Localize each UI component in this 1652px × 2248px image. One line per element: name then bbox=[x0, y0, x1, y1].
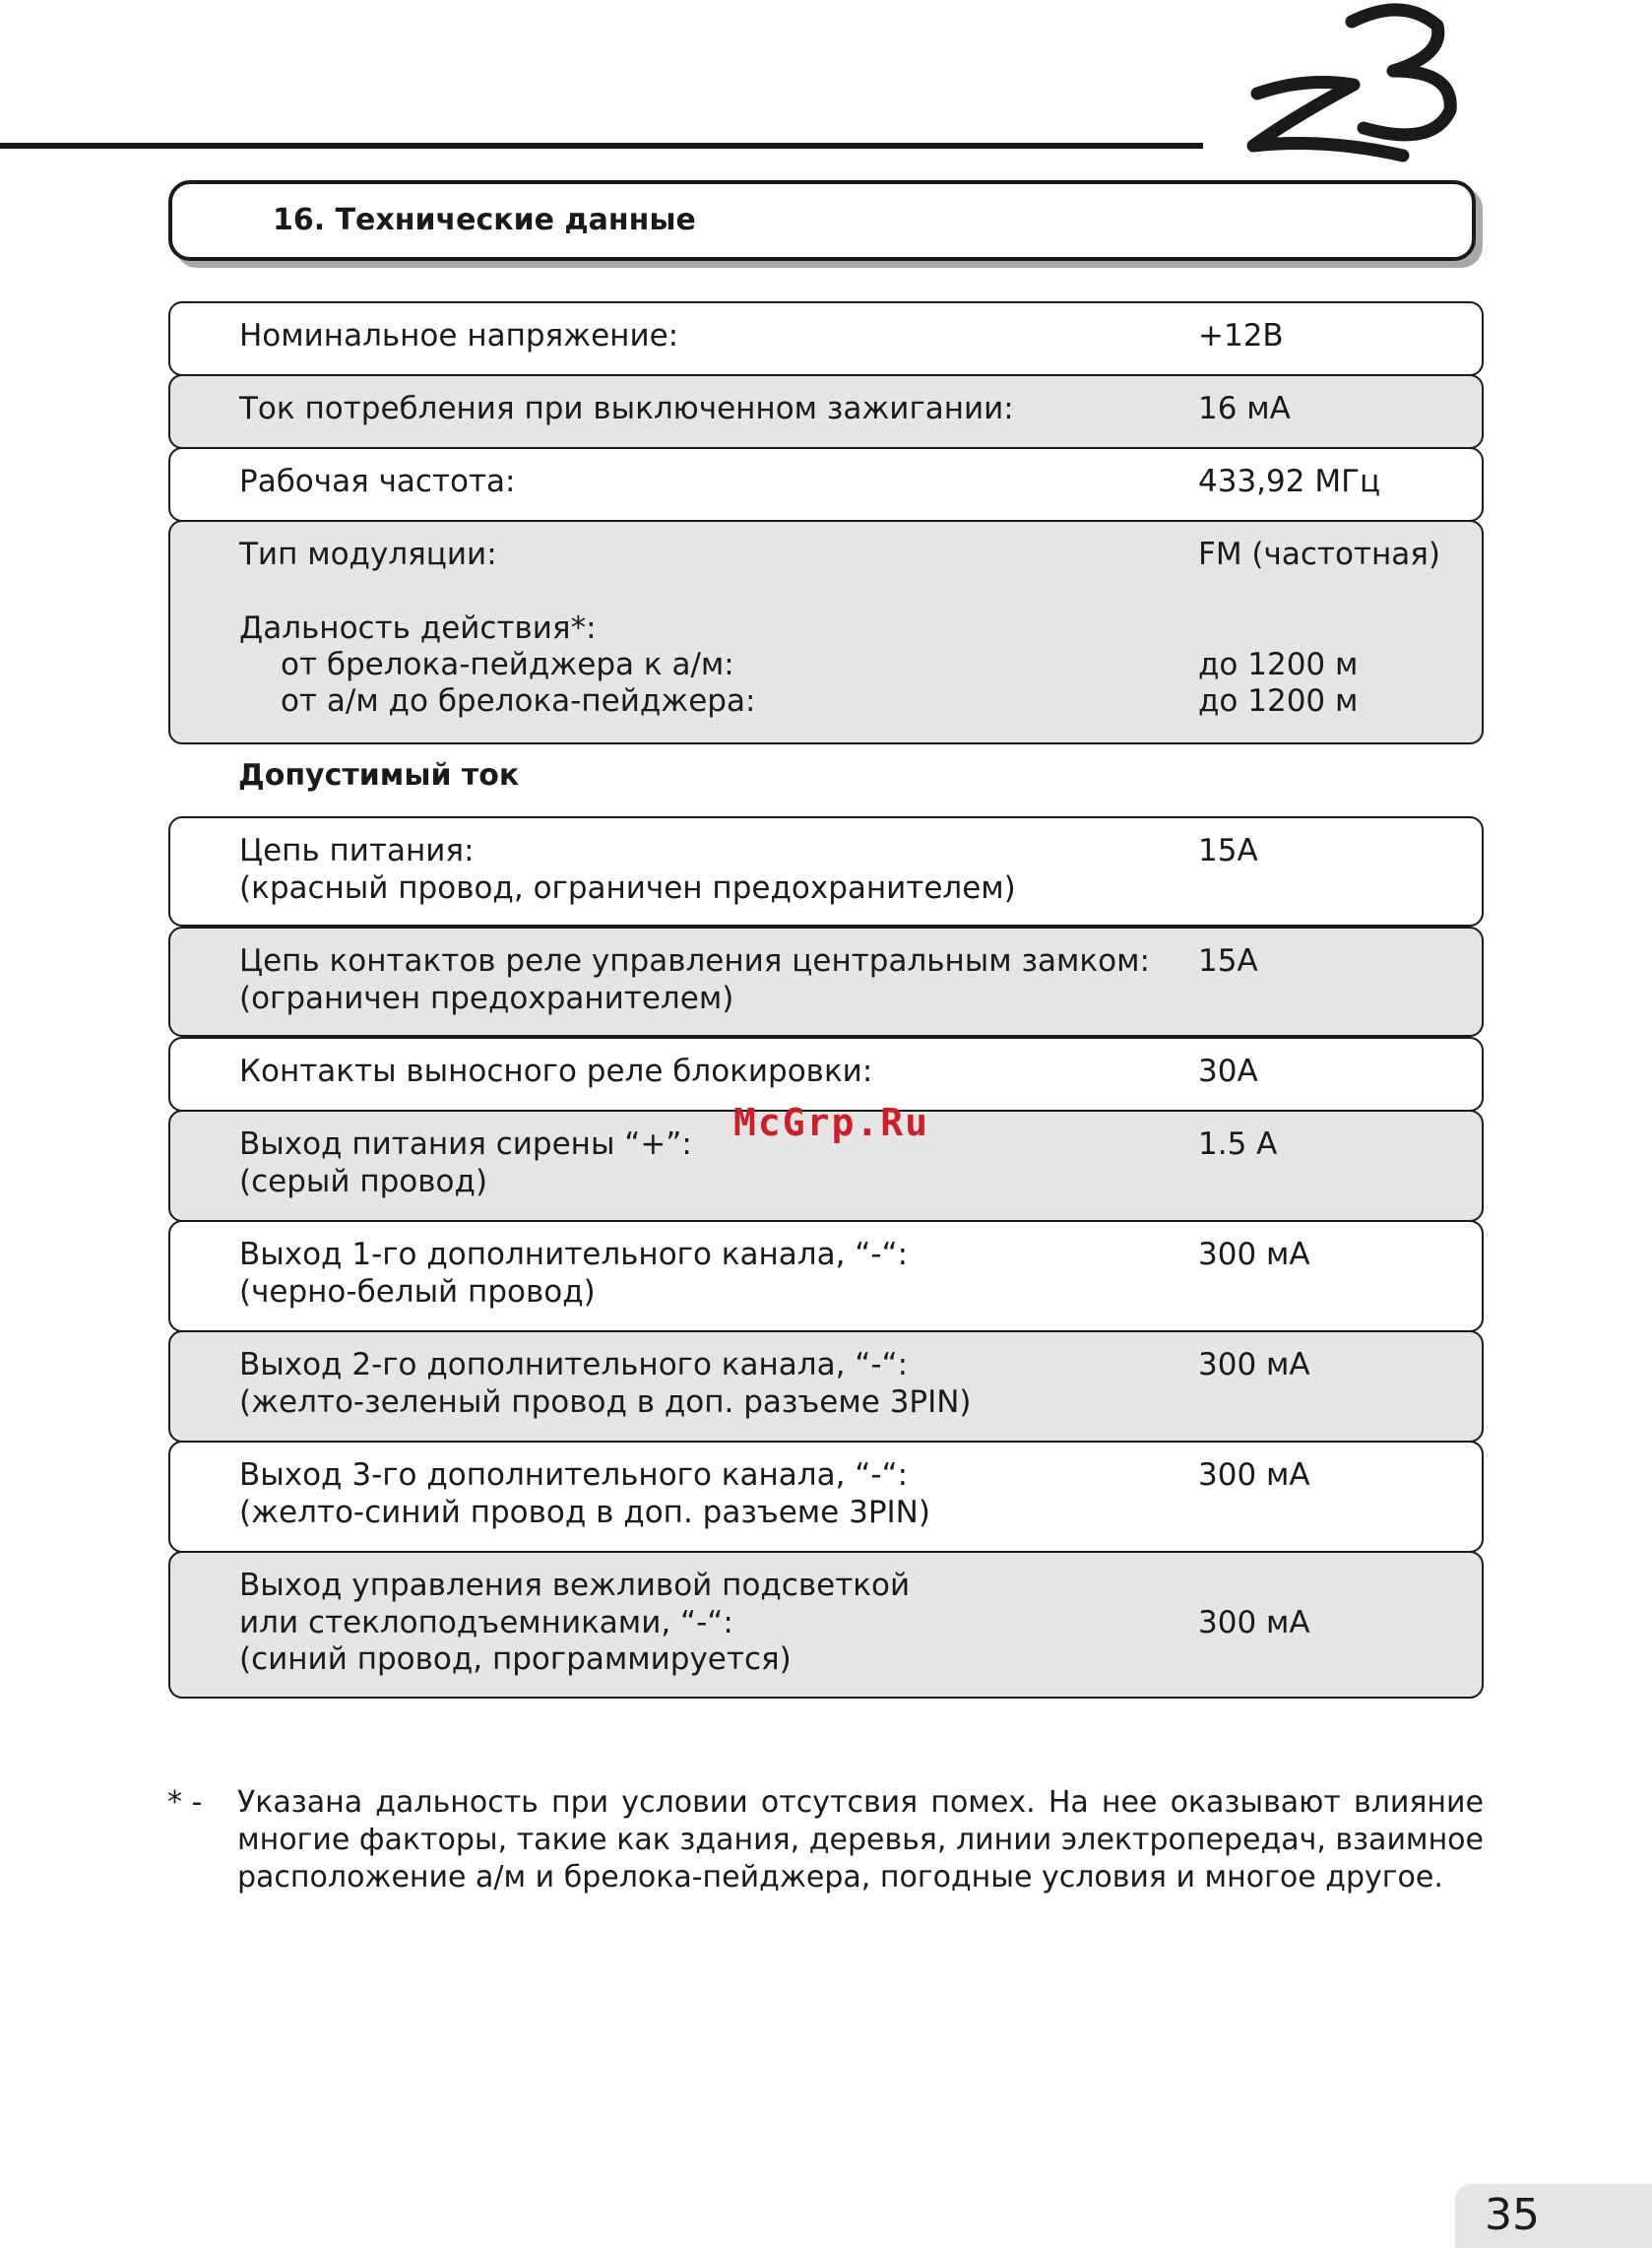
spec-label-line: (желто-синий провод в доп. разъеме 3PIN) bbox=[239, 1494, 930, 1530]
spec-label-line: (серый провод) bbox=[239, 1163, 488, 1199]
spec-label: Ток потребления при выключенном зажигании: bbox=[239, 391, 1014, 426]
spec-label-line: Цепь питания: bbox=[239, 833, 475, 868]
spec-value: 300 мА bbox=[1198, 1237, 1310, 1272]
section-title: 16. Технические данные bbox=[273, 203, 696, 237]
spec-row-modulation-range bbox=[168, 520, 1484, 744]
spec-label-line: (черно-белый провод) bbox=[239, 1273, 596, 1310]
watermark: McGrp.Ru bbox=[733, 1101, 930, 1144]
spec-label bbox=[239, 943, 1150, 1017]
spec-label: Номинальное напряжение: bbox=[239, 318, 679, 353]
spec-label bbox=[239, 1457, 930, 1531]
header-rule bbox=[0, 143, 1203, 149]
spec-label-line: (красный провод, ограничен предохранителем) bbox=[239, 869, 1016, 906]
spec-label-line: Выход 1-го дополнительного канала, “-“: bbox=[239, 1237, 909, 1272]
current-heading: Допустимый ток bbox=[238, 758, 520, 793]
spec-label: Тип модуляции: bbox=[239, 537, 497, 572]
spec-label-line: (синий провод, программируется) bbox=[239, 1641, 792, 1677]
spec-label bbox=[239, 1126, 692, 1200]
footnote-text: Указана дальность при условии отсутсвия помех. На нее оказывают влияние многие факторы, такие как здания, деревья, линии электропередач, взаимное расположение а/м и брелока-пейджера, погодные условия и многое другое. bbox=[237, 1785, 1484, 1895]
spec-value: +12В bbox=[1198, 318, 1284, 353]
spec-value: 1.5 А bbox=[1198, 1126, 1278, 1162]
spec-label: от брелока-пейджера к а/м: bbox=[281, 647, 734, 682]
spec-value: 300 мА bbox=[1198, 1605, 1310, 1640]
spec-value: 30А bbox=[1198, 1054, 1258, 1089]
spec-value: до 1200 м bbox=[1198, 683, 1359, 719]
spec-value: 15А bbox=[1198, 833, 1258, 868]
current-row-aux-channel-1 bbox=[168, 1220, 1484, 1332]
spec-label: от а/м до брелока-пейджера: bbox=[281, 683, 756, 719]
footnote-mark: * - bbox=[167, 1785, 203, 1820]
spec-label bbox=[239, 1237, 908, 1311]
current-row-power bbox=[168, 816, 1484, 927]
current-row-aux-channel-3 bbox=[168, 1441, 1484, 1553]
spec-value: 16 мА bbox=[1198, 391, 1291, 426]
z3-logo-icon bbox=[1236, 0, 1482, 162]
spec-label bbox=[239, 1054, 872, 1091]
section-header-box bbox=[168, 180, 1476, 261]
spec-row-voltage bbox=[168, 301, 1484, 376]
z3-logo bbox=[1236, 0, 1482, 162]
spec-row-frequency bbox=[168, 447, 1484, 522]
page-number: 35 bbox=[1485, 2190, 1540, 2240]
spec-label-line: Выход 3-го дополнительного канала, “-“: bbox=[239, 1457, 909, 1493]
spec-value: до 1200 м bbox=[1198, 647, 1359, 682]
current-row-aux-channel-2 bbox=[168, 1330, 1484, 1443]
spec-label bbox=[239, 833, 1016, 907]
spec-label-line: Цепь контактов реле управления центральным замком: bbox=[239, 943, 1150, 979]
spec-row-idle-current bbox=[168, 374, 1484, 449]
spec-label-line: (желто-зеленый провод в доп. разъеме 3PIN) bbox=[239, 1383, 972, 1420]
spec-label-line: Выход питания сирены “+”: bbox=[239, 1126, 692, 1162]
spec-label-line: Контакты выносного реле блокировки: bbox=[239, 1054, 873, 1089]
spec-label bbox=[239, 1347, 972, 1421]
spec-value: 300 мА bbox=[1198, 1457, 1310, 1493]
spec-label-line: Выход 2-го дополнительного канала, “-“: bbox=[239, 1347, 909, 1382]
spec-value: 433,92 МГц bbox=[1198, 464, 1381, 499]
spec-label-line: (ограничен предохранителем) bbox=[239, 980, 734, 1016]
spec-label: Рабочая частота: bbox=[239, 464, 516, 499]
spec-label-line: или стеклоподъемниками, “-“: bbox=[239, 1604, 733, 1640]
spec-label-line: Выход управления вежливой подсветкой bbox=[239, 1568, 911, 1603]
spec-value: 15А bbox=[1198, 943, 1258, 979]
spec-label bbox=[239, 1568, 910, 1679]
page-number-tab bbox=[1455, 2184, 1652, 2248]
current-row-courtesy-light bbox=[168, 1551, 1484, 1699]
spec-label: Дальность действия*: bbox=[239, 610, 597, 646]
spec-value: FM (частотная) bbox=[1198, 537, 1440, 572]
spec-value: 300 мА bbox=[1198, 1347, 1310, 1382]
current-row-central-lock bbox=[168, 927, 1484, 1037]
